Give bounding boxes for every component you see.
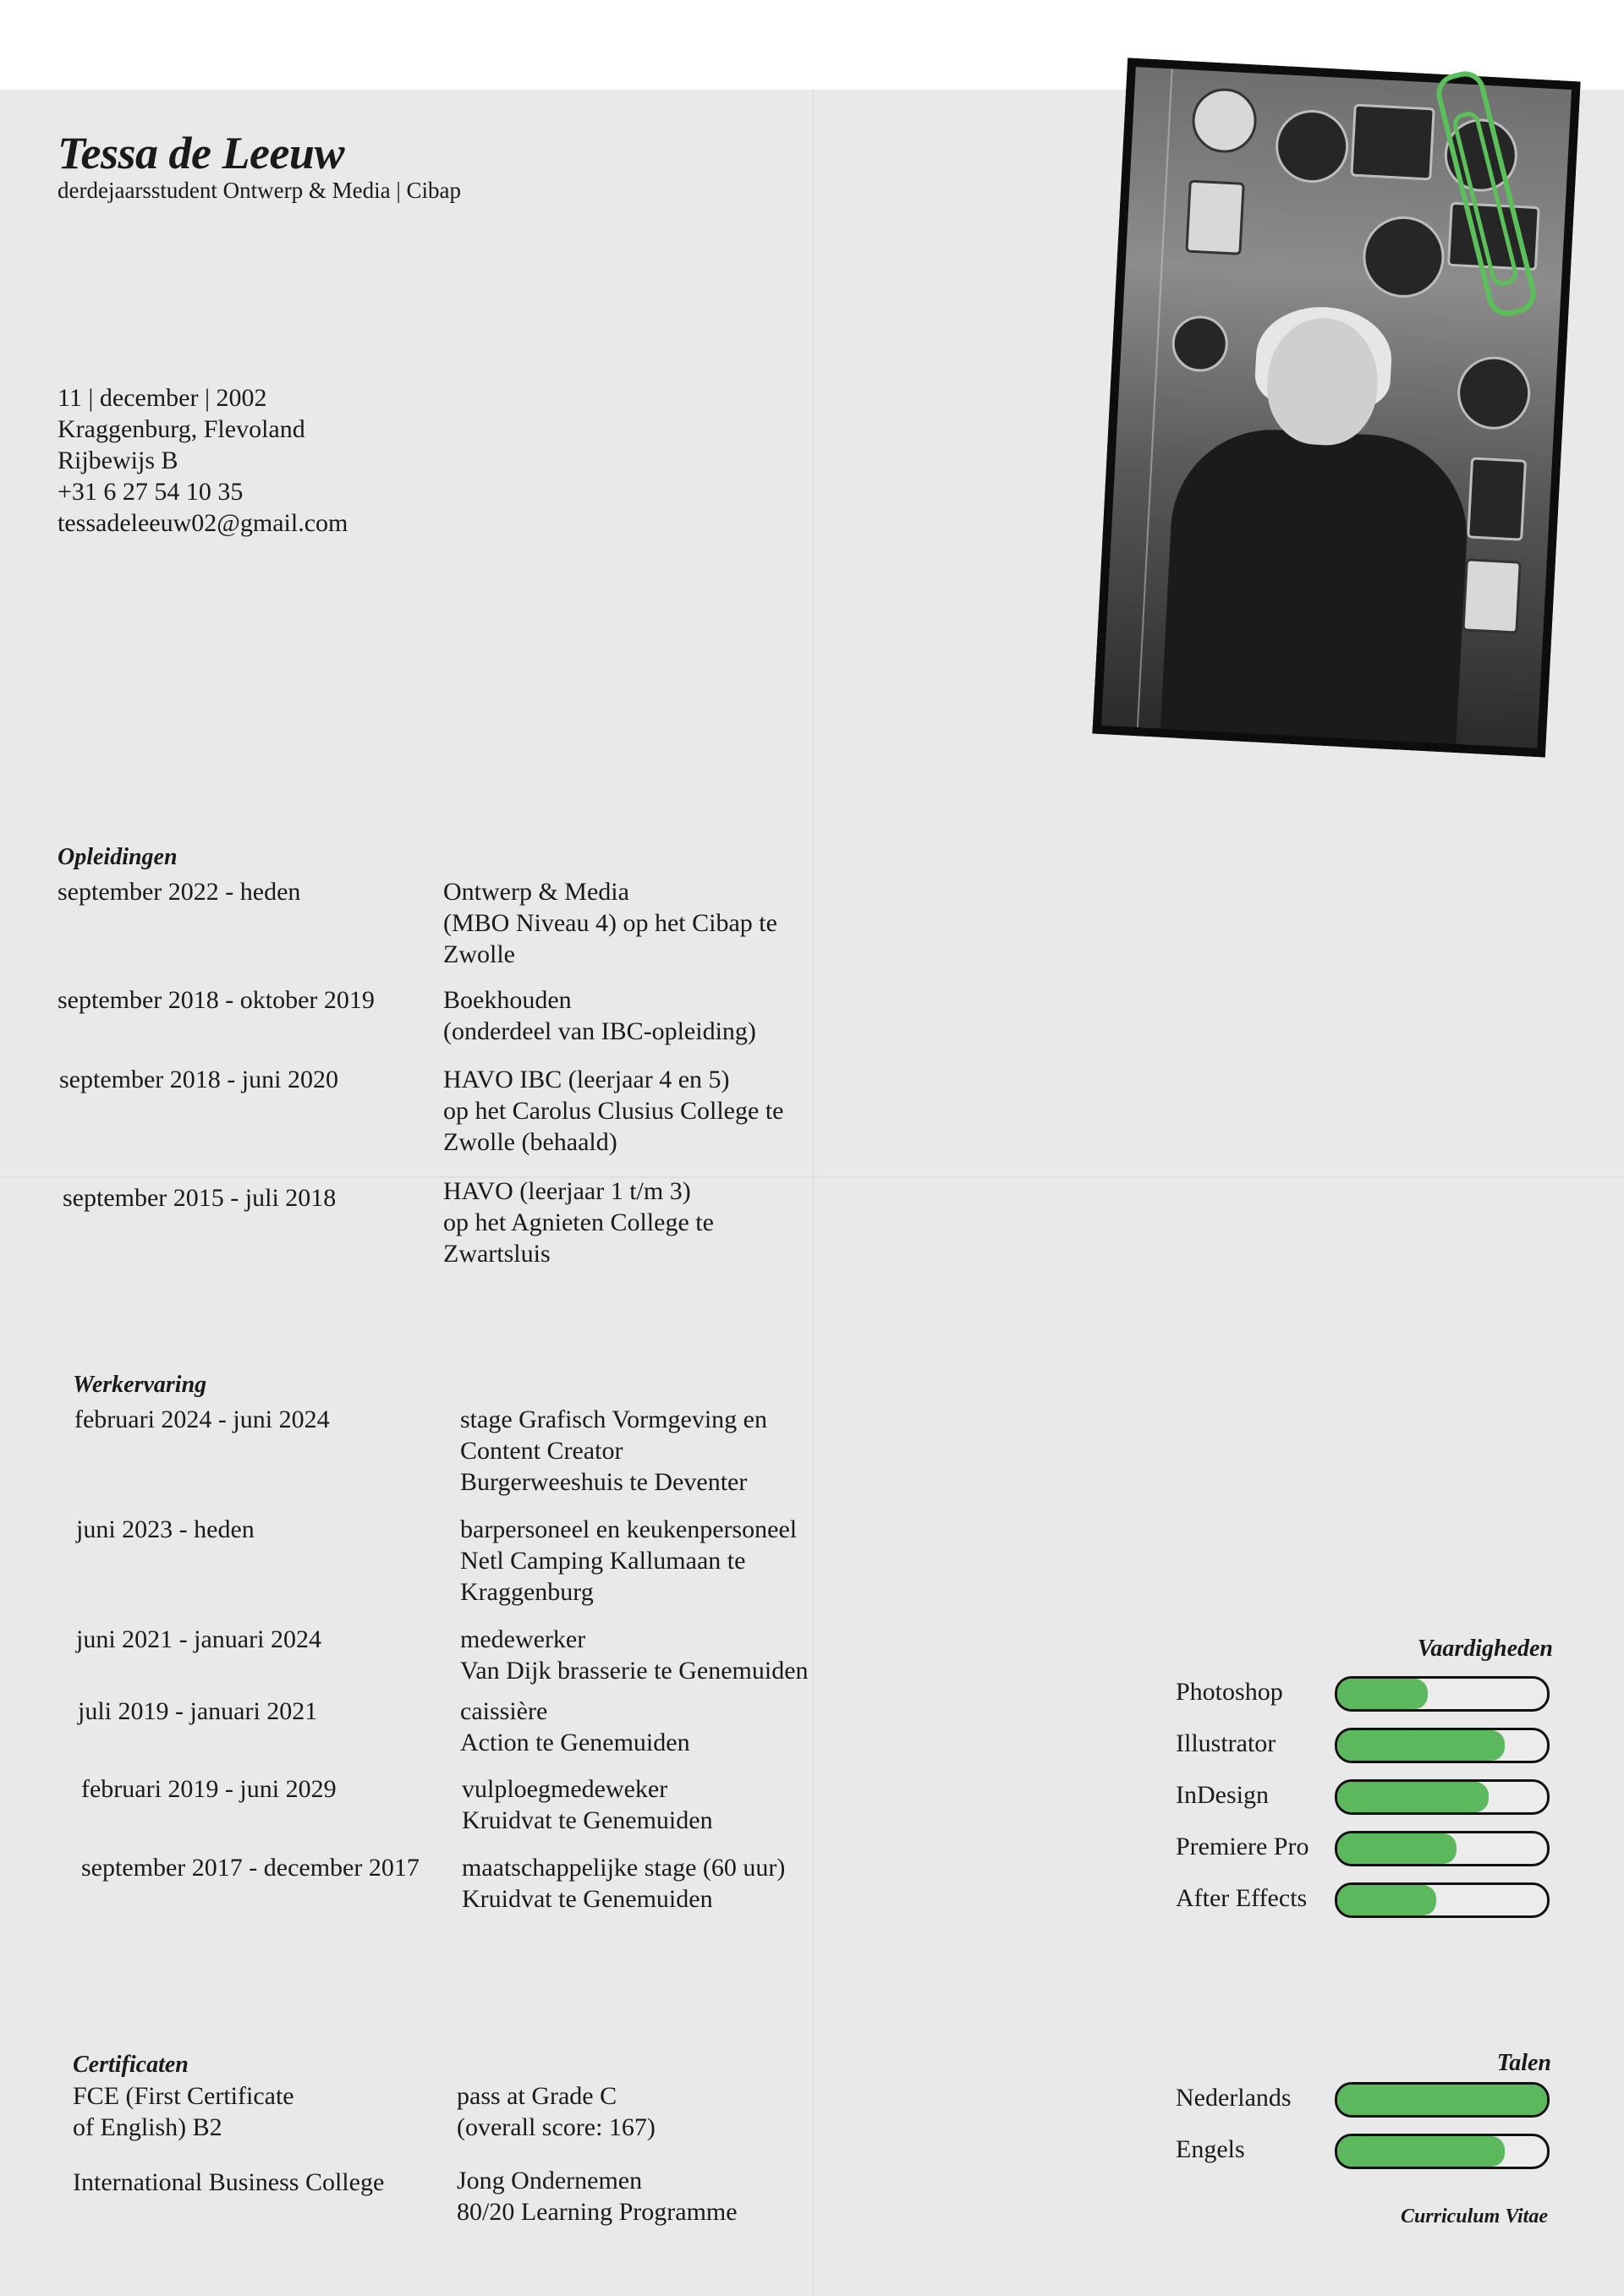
education-description <box>443 1175 841 1269</box>
work-date: september 2017 - december 2017 <box>81 1854 420 1882</box>
language-level-bar <box>1335 2082 1550 2118</box>
language-label: Engels <box>1176 2135 1245 2163</box>
work-line: Burgerweeshuis te Deventer <box>460 1468 748 1496</box>
work-description <box>460 1696 858 1758</box>
sticker <box>1350 104 1435 181</box>
work-line: barpersoneel en keukenpersoneel <box>460 1515 798 1543</box>
section-title-vaardigheden: Vaardigheden <box>1417 1636 1553 1662</box>
skill-level-bar <box>1335 1779 1550 1815</box>
birth-date: 11 | december | 2002 <box>58 384 267 412</box>
skill-label: After Effects <box>1176 1884 1308 1912</box>
person-name: Tessa de Leeuw <box>58 128 344 178</box>
skill-level-bar <box>1335 1831 1550 1866</box>
person-subtitle: derdejaarsstudent Ontwerp & Media | Cibap <box>58 178 462 203</box>
education-line: op het Agnieten College te <box>443 1208 714 1236</box>
skill-label: Premiere Pro <box>1176 1833 1309 1860</box>
language-label: Nederlands <box>1176 2084 1292 2112</box>
skill-level-fill <box>1337 1782 1489 1812</box>
education-date: september 2022 - heden <box>58 878 301 906</box>
work-line: Netl Camping Kallumaan te <box>460 1547 746 1575</box>
skill-level-bar <box>1335 1676 1550 1712</box>
certificate-line: Jong Ondernemen <box>457 2167 643 2195</box>
education-description <box>443 1064 841 1158</box>
education-date: september 2018 - juni 2020 <box>59 1066 338 1093</box>
skill-label: Photoshop <box>1176 1678 1283 1706</box>
certificate-detail <box>457 2080 854 2143</box>
footer-label: Curriculum Vitae <box>1400 2206 1548 2228</box>
work-date: februari 2019 - juni 2029 <box>81 1775 337 1803</box>
certificate-line: pass at Grade C <box>457 2082 617 2110</box>
drivers-license: Rijbewijs B <box>58 447 178 474</box>
work-line: Kraggenburg <box>460 1578 594 1606</box>
education-date: september 2018 - oktober 2019 <box>58 986 375 1014</box>
work-line: maatschappelijke stage (60 uur) <box>462 1854 786 1882</box>
skill-row <box>1176 1676 1552 1712</box>
work-description <box>460 1514 858 1608</box>
certificate-name <box>73 2167 384 2198</box>
work-description <box>460 1404 858 1498</box>
contact-block <box>58 382 348 539</box>
certificate-line: of English) B2 <box>73 2113 222 2141</box>
skill-row <box>1176 1882 1552 1918</box>
photo-frame <box>1092 58 1580 758</box>
education-line: Boekhouden <box>443 986 572 1014</box>
work-line: stage Grafisch Vormgeving en <box>460 1406 767 1433</box>
education-line: op het Carolus Clusius College te <box>443 1097 784 1125</box>
skill-level-fill <box>1337 1679 1428 1709</box>
education-line: HAVO IBC (leerjaar 4 en 5) <box>443 1066 730 1093</box>
work-line: Kruidvat te Genemuiden <box>462 1806 713 1834</box>
certificate-line: (overall score: 167) <box>457 2113 656 2141</box>
skill-level-fill <box>1337 1730 1505 1761</box>
work-line: caissière <box>460 1697 548 1725</box>
education-line: HAVO (leerjaar 1 t/m 3) <box>443 1177 691 1205</box>
person-figure <box>1159 425 1472 757</box>
location: Kraggenburg, Flevoland <box>58 415 305 443</box>
education-line: (onderdeel van IBC-opleiding) <box>443 1017 756 1045</box>
section-title-werkervaring: Werkervaring <box>73 1372 207 1398</box>
language-level-fill <box>1337 2136 1505 2167</box>
section-title-opleidingen: Opleidingen <box>58 844 178 870</box>
skill-level-bar <box>1335 1728 1550 1763</box>
sticker <box>1462 558 1521 633</box>
work-description <box>462 1852 859 1915</box>
certificate-line: 80/20 Learning Programme <box>457 2198 738 2226</box>
work-line: Kruidvat te Genemuiden <box>462 1885 713 1913</box>
language-level-fill <box>1337 2085 1547 2115</box>
work-line: vulploegmedeweker <box>462 1775 668 1803</box>
skill-row <box>1176 1831 1552 1866</box>
education-line: Zwartsluis <box>443 1240 551 1268</box>
portrait-photo <box>1092 58 1580 758</box>
section-title-talen: Talen <box>1496 2050 1551 2076</box>
work-line: Action te Genemuiden <box>460 1729 690 1756</box>
skill-level-bar <box>1335 1882 1550 1918</box>
work-line: Van Dijk brasserie te Genemuiden <box>460 1657 809 1685</box>
certificate-name <box>73 2080 294 2143</box>
sticker <box>1467 457 1527 540</box>
skill-label: Illustrator <box>1176 1729 1276 1757</box>
education-description <box>443 876 841 970</box>
skill-label: InDesign <box>1176 1781 1269 1809</box>
certificate-line: FCE (First Certificate <box>73 2082 294 2110</box>
email-address: tessadeleeuw02@gmail.com <box>58 509 348 537</box>
sticker <box>1185 180 1244 255</box>
work-line: Content Creator <box>460 1437 623 1465</box>
work-date: februari 2024 - juni 2024 <box>74 1406 330 1433</box>
skill-row <box>1176 1728 1552 1763</box>
education-description <box>443 984 841 1047</box>
skill-level-fill <box>1337 1833 1457 1864</box>
work-date: juli 2019 - januari 2021 <box>78 1697 318 1725</box>
language-row <box>1176 2082 1552 2118</box>
work-description <box>462 1773 859 1836</box>
certificate-detail <box>457 2165 854 2228</box>
skill-row <box>1176 1779 1552 1815</box>
language-row <box>1176 2134 1552 2169</box>
work-date: juni 2023 - heden <box>76 1515 255 1543</box>
language-level-bar <box>1335 2134 1550 2169</box>
education-line: (MBO Niveau 4) op het Cibap te <box>443 909 777 937</box>
work-description <box>460 1624 858 1686</box>
education-line: Ontwerp & Media <box>443 878 629 906</box>
education-line: Zwolle (behaald) <box>443 1128 617 1156</box>
work-date: juni 2021 - januari 2024 <box>76 1625 321 1653</box>
skill-level-fill <box>1337 1885 1436 1915</box>
work-line: medewerker <box>460 1625 586 1653</box>
education-date: september 2015 - juli 2018 <box>63 1184 337 1212</box>
education-line: Zwolle <box>443 940 515 968</box>
section-title-certificaten: Certificaten <box>73 2052 189 2078</box>
phone-number: +31 6 27 54 10 35 <box>58 478 244 506</box>
certificate-line: International Business College <box>73 2168 385 2196</box>
